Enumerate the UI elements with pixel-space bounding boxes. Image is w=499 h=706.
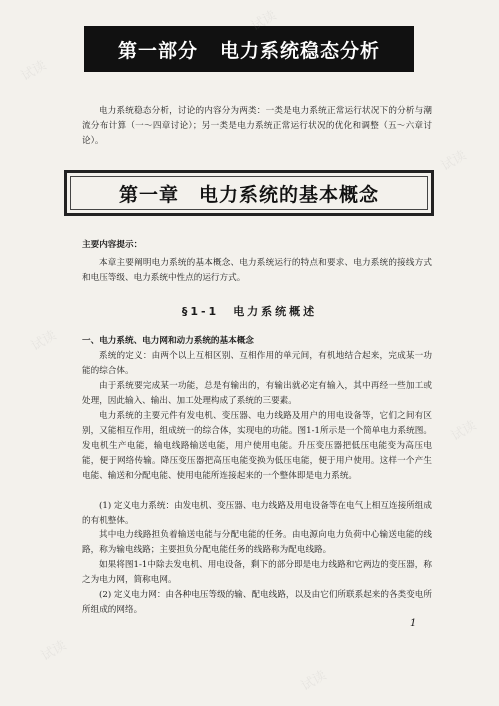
subsection-title: 一、电力系统、电力网和动力系统的基本概念 xyxy=(82,336,254,346)
part-title: 电力系统稳态分析 xyxy=(220,39,381,62)
intro-paragraph: 电力系统稳态分析，讨论的内容分为两类：一类是电力系统正常运行状况下的分析与潮流分布计算（一～四章讨论）；另一类是电力系统正常运行状况的优化和调整（五～六章讨论）。 xyxy=(82,106,432,146)
key-points-label: 主要内容提示： xyxy=(82,240,143,250)
watermark-text: 试读 xyxy=(248,8,280,35)
body-paragraph-6: 如果将图1-1中除去发电机、用电设备，剩下的部分即是电力线路和它两边的变压器，称之为电力网，简称电网。 xyxy=(82,560,432,585)
body-paragraph-5: 其中电力线路担负着输送电能与分配电能的任务。由电源向电力负荷中心输送电能的线路，称为输电线路；主要担负分配电能任务的线路称为配电线路。 xyxy=(82,530,432,555)
body-paragraph-1: 系统的定义：由两个以上互相区别、互相作用的单元间，有机地结合起来，完成某一功能的综合体。 xyxy=(82,351,432,376)
chapter-title xyxy=(119,180,379,207)
key-points-text: 本章主要阐明电力系统的基本概念、电力系统运行的特点和要求、电力系统的接线方式和电压等级、电力系统中性点的运行方式。 xyxy=(82,258,432,283)
watermark-text: 试读 xyxy=(448,418,480,445)
section-title: 电力系统概述 xyxy=(233,305,318,318)
section-number: §1-1 xyxy=(181,305,220,318)
watermark-text: 试读 xyxy=(28,328,60,355)
body-paragraph-2: 由于系统要完成某一功能，总是有输出的，有输出就必定有输入，其中再经一些加工或处理，因此输入、输出、加工处理构成了系统的三要素。 xyxy=(82,381,432,406)
watermark-text: 试读 xyxy=(438,148,470,175)
chapter-label: 第一章 xyxy=(118,183,179,206)
watermark-text: 试读 xyxy=(298,668,330,695)
part-label: 第一部分 xyxy=(117,39,198,62)
body-paragraph-3: 电力系统的主要元件有发电机、变压器、电力线路及用户的用电设备等，它们之间有区别，又能相互作用，组成统一的综合体，实现电的功能。图1-1所示是一个简单电力系统图。发电机生产电能，输电线路输送电能，用户使用电能。升压变压器把低压电能变为高压电能，便于网络传输。降压变压器把高压电能变换为低压电能，便于用户使用。这样一个产生电能、输送和分配电能、使用电能所连接起来的一个整体即是电力系统。 xyxy=(82,411,432,481)
chapter-title-box xyxy=(64,170,434,216)
body-paragraph-4: (1) 定义电力系统：由发电机、变压器、电力线路及用电设备等在电气上相互连接所组成的有机整体。 xyxy=(82,501,432,526)
watermark-text: 试读 xyxy=(18,58,50,85)
part-title-banner xyxy=(84,26,414,72)
body-paragraph-7: (2) 定义电力网：由各种电压等级的输、配电线路，以及由它们所联系起来的各类变电所所组成的网络。 xyxy=(82,590,432,615)
section-heading xyxy=(0,303,499,319)
chapter-name: 电力系统的基本概念 xyxy=(199,183,380,206)
page-number: 1 xyxy=(410,618,417,629)
watermark-text: 试读 xyxy=(38,638,70,665)
